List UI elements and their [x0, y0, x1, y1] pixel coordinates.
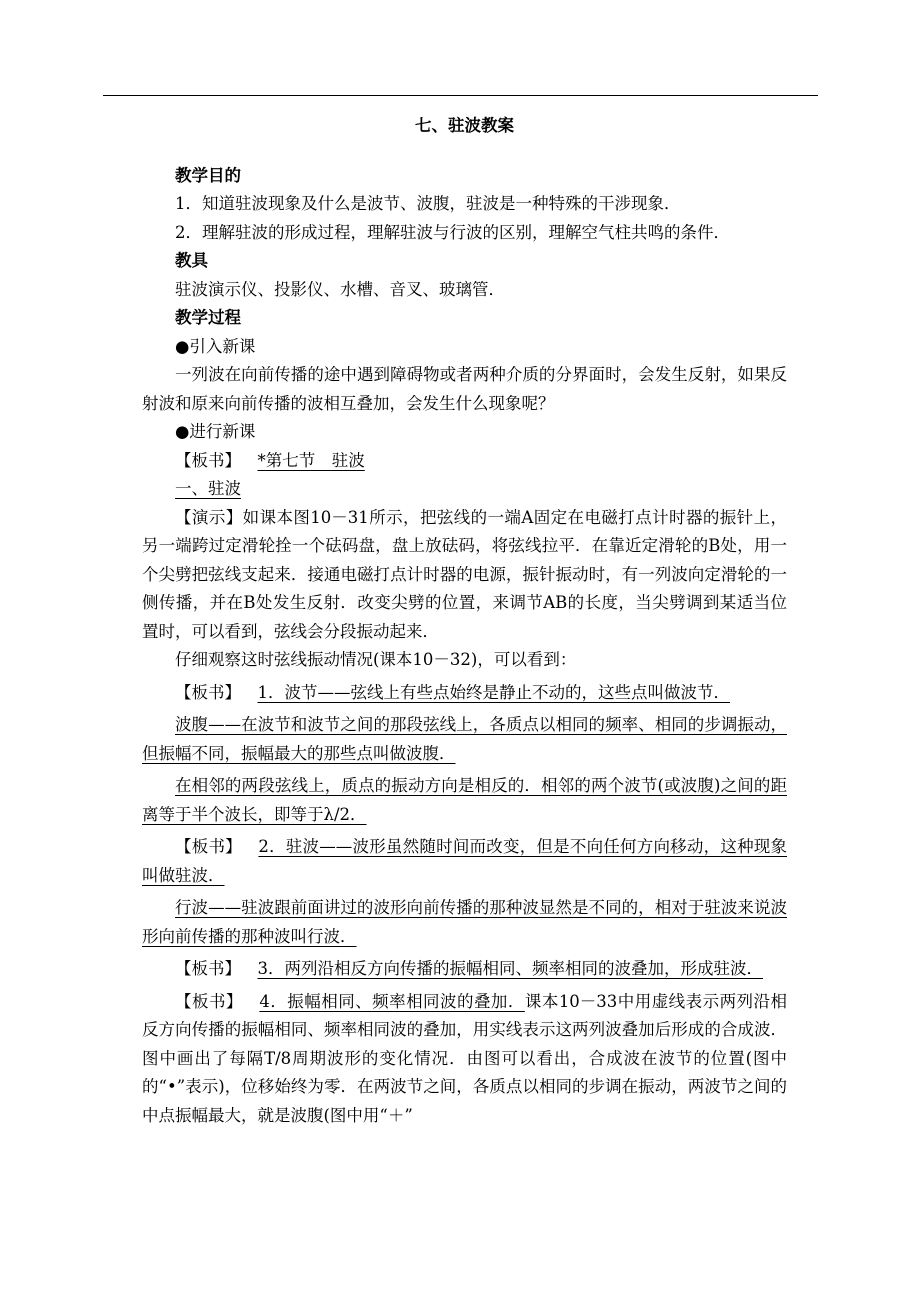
adjacent-text: 在相邻的两段弦线上，质点的振动方向是相反的．相邻的两个波节(或波腹)之间的距离等于半个波长，即等于λ/2． — [142, 776, 787, 824]
board1-paragraph — [142, 679, 787, 708]
section-heading-process: 教学过程 — [175, 308, 241, 327]
board4-label: 【板书】 — [175, 991, 243, 1011]
purpose-item-2: 2．理解驻波的形成过程，理解驻波与行波的区别，理解空气柱共鸣的条件． — [175, 222, 730, 242]
observe-paragraph: 仔细观察这时弦线振动情况(课本10－32)，可以看到： — [175, 650, 577, 669]
tools-text: 驻波演示仪、投影仪、水槽、音叉、玻璃管． — [175, 279, 505, 299]
board1-text: 1．波节——弦线上有些点始终是静止不动的，这些点叫做波节． — [257, 682, 730, 702]
subheading: 一、驻波 — [175, 479, 241, 498]
board2-paragraph — [142, 833, 787, 890]
board4-underlined: 4．振幅相同、频率相同波的叠加． — [259, 991, 525, 1011]
demo-text: 如课本图10－31所示，把弦线的一端A固定在电磁打点计时器的振针上，另一端跨过定滑轮拴一个砝码盘，盘上放砝码，将弦线拉平．在靠近定滑轮的B处，用一个尖劈把弦线支起来．接通电磁打点计时器的电源，振针振动时，有一列波向定滑轮的一侧传播，并在B处发生反射．改变尖劈的位置，来调节AB的长度，当尖劈调到某适当位置时，可以看到，弦线会分段振动起来． — [142, 507, 787, 641]
intro-bullet: ●引入新课 — [175, 336, 256, 356]
section-heading-tools: 教具 — [175, 251, 208, 270]
document-body — [142, 100, 787, 1130]
new-lesson-bullet: ●进行新课 — [175, 422, 256, 441]
board3-paragraph — [142, 955, 787, 984]
board4-text: 课本10－33中用虚线表示两列沿相反方向传播的振幅相同、频率相同波的叠加，用实线表示这两列波叠加后形成的合成波．图中画出了每隔T/8周期波形的变化情况．由图可以看出，合成波在波节的位置(图中的“•”表示)，位移始终为零．在两波节之间，各质点以相同的步调在振动，两波节之间的中点振幅最大，就是波腹(图中用“＋” — [142, 991, 787, 1125]
board4-paragraph — [142, 988, 787, 1131]
travel-paragraph — [142, 894, 787, 951]
demo-label: 【演示】 — [175, 507, 243, 527]
subheading-line — [142, 475, 787, 504]
intro-paragraph: 一列波在向前传播的途中遇到障碍物或者两种介质的分界面时，会发生反射，如果反射波和原来向前传播的波相互叠加，会发生什么现象呢？ — [142, 365, 787, 413]
demo-paragraph — [142, 504, 787, 647]
adjacent-paragraph — [142, 772, 787, 829]
antinode-paragraph — [142, 711, 787, 768]
board-title: *第七节 驻波 — [257, 450, 365, 470]
document-title: 七、驻波教案 — [415, 116, 514, 135]
purpose-item-1: 1．知道驻波现象及什么是波节、波腹，驻波是一种特殊的干涉现象． — [175, 194, 681, 213]
board2-text: 2．驻波——波形虽然随时间而改变，但是不向任何方向移动，这种现象叫做驻波． — [142, 837, 788, 885]
board-title-line — [142, 447, 787, 476]
antinode-text: 波腹——在波节和波节之间的那段弦线上，各质点以相同的频率、相同的步调振动，但振幅不同，振幅最大的那些点叫做波腹． — [142, 715, 787, 763]
board-label: 【板书】 — [175, 450, 241, 470]
board3-text: 3．两列沿相反方向传播的振幅相同、频率相同的波叠加，形成驻波． — [257, 959, 763, 978]
travel-text: 行波——驻波跟前面讲过的波形向前传播的那种波显然是不同的，相对于驻波来说波形向前传播的那种波叫行波． — [142, 898, 787, 946]
board2-label: 【板书】 — [175, 837, 242, 856]
board1-label: 【板书】 — [175, 682, 241, 702]
section-heading-purpose: 教学目的 — [175, 165, 241, 185]
header-rule — [103, 95, 818, 96]
board3-label: 【板书】 — [175, 959, 241, 978]
